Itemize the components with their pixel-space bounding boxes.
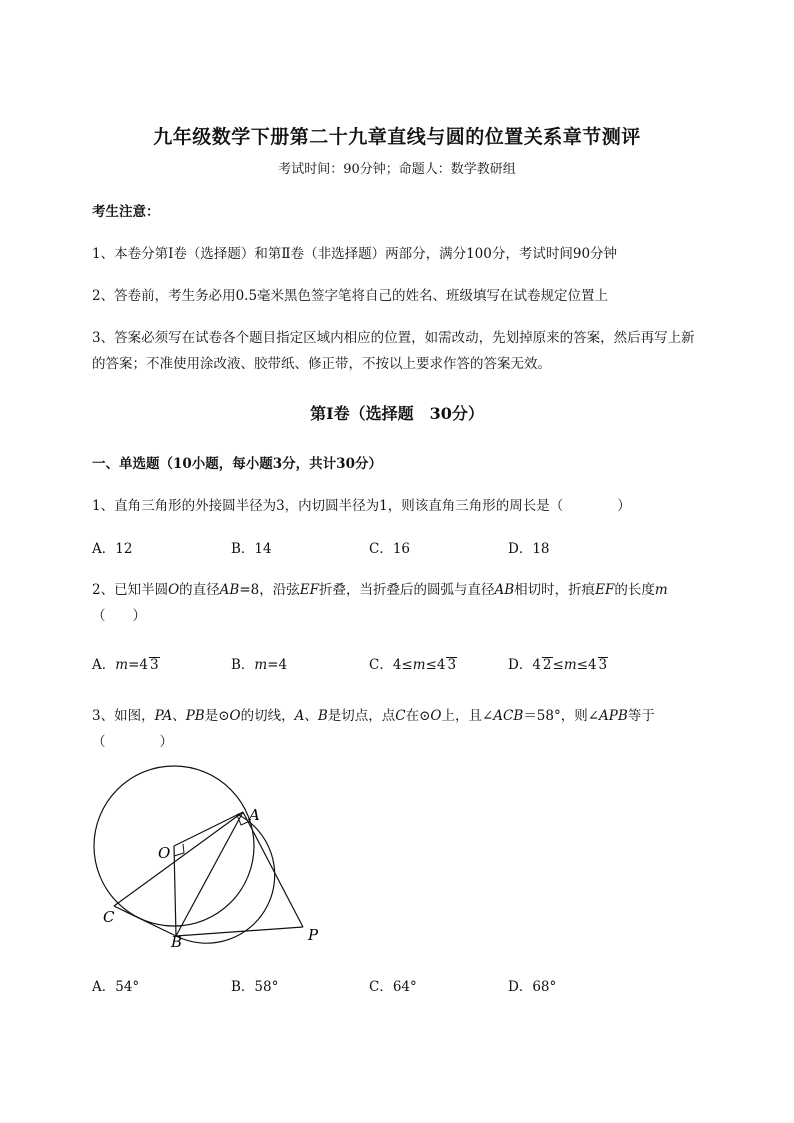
q2-option-c[interactable]: C．4≤m≤4 3 — [369, 657, 457, 673]
q3-option-b[interactable]: B．58° — [231, 979, 279, 995]
question-3-text: 3、如图，PA、PB是⊙O的切线，A、B是切点，点C在⊙O上，且∠ACB＝58°，则∠APB等于 — [92, 708, 655, 724]
circle-tangent-figure — [85, 760, 335, 955]
segment-ca — [114, 812, 243, 906]
segment-cb — [114, 906, 176, 936]
q3-option-a[interactable]: A．54° — [92, 979, 140, 995]
q3-option-d[interactable]: D．68° — [508, 979, 557, 995]
label-a: A — [249, 806, 260, 824]
part-title: 一、单选题（10小题，每小题3分，共计30分） — [92, 456, 382, 472]
sqrt-2: 2 — [542, 657, 552, 673]
notice-heading: 考生注意： — [92, 204, 160, 220]
sqrt-3: 3 — [447, 657, 457, 673]
question-3-blank: （ ） — [92, 734, 173, 750]
question-2-blank: （ ） — [92, 608, 146, 624]
notice-item-3-cont: 的答案；不准使用涂改液、胶带纸、修正带，不按以上要求作答的答案无效。 — [92, 356, 551, 372]
segment-ob — [174, 846, 176, 936]
exam-subtitle: 考试时间：90分钟；命题人：数学教研组 — [278, 162, 516, 177]
q1-option-c[interactable]: C．16 — [369, 541, 411, 557]
tangent-pa — [243, 812, 303, 927]
segment-oa — [174, 812, 243, 846]
q3-option-c[interactable]: C．64° — [369, 979, 417, 995]
q1-option-a[interactable]: A．12 — [92, 541, 133, 557]
notice-item-1: 1、本卷分第I卷（选择题）和第Ⅱ卷（非选择题）两部分，满分100分，考试时间90分钟 — [92, 246, 618, 262]
label-b: B — [171, 933, 183, 951]
q1-option-d[interactable]: D．18 — [508, 541, 550, 557]
sqrt-3: 3 — [149, 657, 159, 673]
q1-option-b[interactable]: B．14 — [231, 541, 272, 557]
label-p: P — [308, 926, 319, 944]
label-c: C — [103, 908, 115, 926]
label-o: O — [158, 844, 171, 862]
question-1-text: 1、直角三角形的外接圆半径为3，内切圆半径为1，则该直角三角形的周长是（ ） — [92, 498, 631, 514]
page-title: 九年级数学下册第二十九章直线与圆的位置关系章节测评 — [153, 126, 641, 148]
q2-option-a[interactable]: A．m=4 3 — [92, 657, 159, 673]
notice-item-3: 3、答案必须写在试卷各个题目指定区域内相应的位置，如需改动，先划掉原来的答案，然后再写上新 — [92, 330, 695, 346]
q2-option-b[interactable]: B．m=4 — [231, 657, 288, 673]
notice-item-2: 2、答卷前，考生务必用0.5毫米黑色签字笔将自己的姓名、班级填写在试卷规定位置上 — [92, 288, 609, 304]
sqrt-3: 3 — [598, 657, 608, 673]
q2-option-d[interactable]: D．4 2≤m≤4 3 — [508, 657, 608, 673]
section-title: 第I卷（选择题 30分） — [310, 404, 484, 423]
question-2-text: 2、已知半圆O的直径AB=8，沿弦EF折叠，当折叠后的圆弧与直径AB相切时，折痕EF的长度m — [92, 582, 668, 598]
